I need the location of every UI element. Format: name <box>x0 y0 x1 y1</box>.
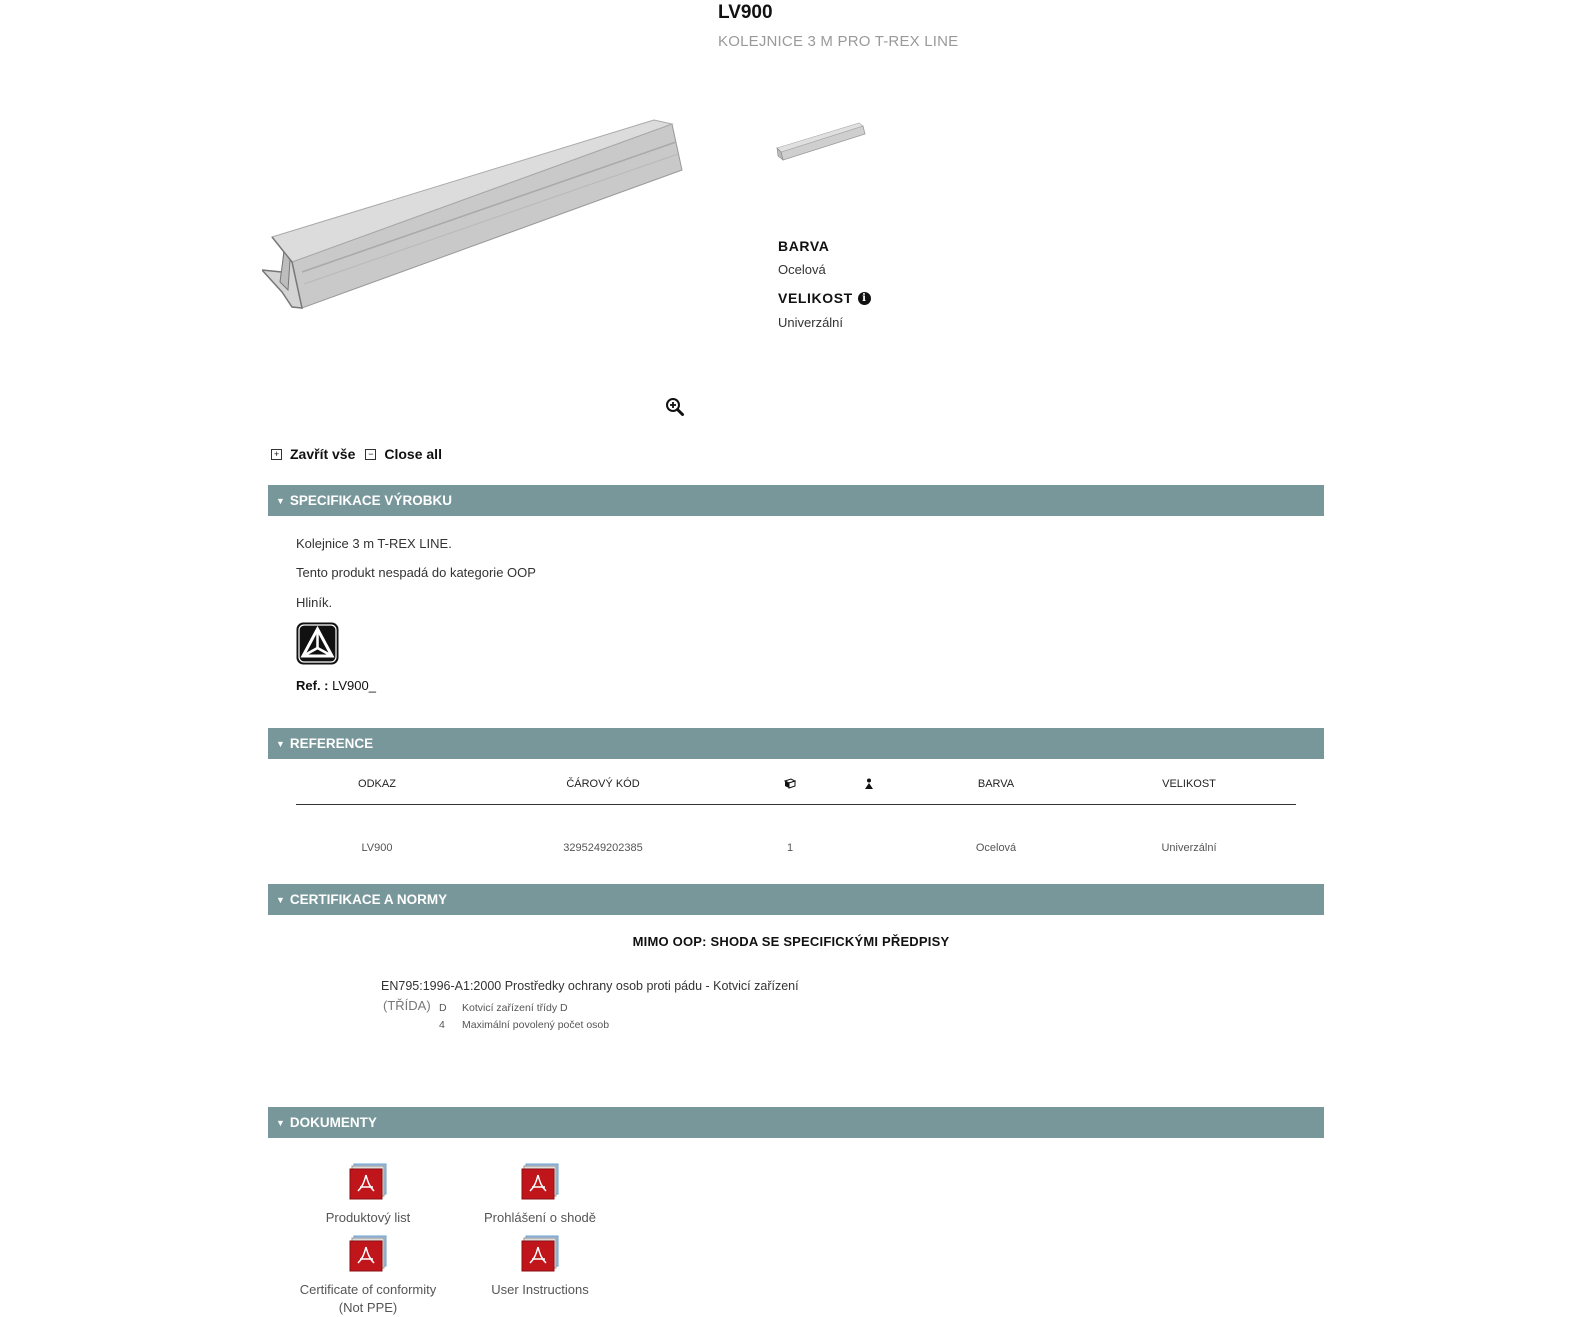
close-all-label: Close all <box>384 446 442 462</box>
section-reference-title: REFERENCE <box>289 736 374 751</box>
table-cell: 1 <box>786 842 794 854</box>
product-image[interactable] <box>262 112 702 312</box>
accordion-toggles <box>271 446 442 462</box>
section-spec-title: SPECIFIKACE VÝROBKU <box>289 493 452 508</box>
table-cell: Univerzální <box>1161 842 1217 854</box>
close-all-toggle[interactable] <box>365 446 442 462</box>
document-label: User Instructions <box>491 1282 589 1297</box>
pdf-icon <box>348 1163 388 1201</box>
size-label: VELIKOST <box>778 290 853 306</box>
table-header-row <box>296 778 1296 806</box>
product-code: LV900 <box>718 2 773 23</box>
caret-down-icon: ▼ <box>276 738 285 749</box>
expand-all-label: Zavřít vše <box>290 446 356 462</box>
cert-norm: EN795:1996-A1:2000 Prostředky ochrany osob proti pádu - Kotvicí zařízení <box>381 979 799 993</box>
cert-item-desc: Maximální povolený počet osob <box>462 1019 610 1031</box>
info-icon[interactable]: i <box>858 292 871 305</box>
reference-table <box>296 778 1296 854</box>
caret-down-icon: ▼ <box>276 894 285 905</box>
color-label: BARVA <box>778 238 830 254</box>
size-value: Univerzální <box>778 315 844 330</box>
cert-item-code: D <box>439 1002 447 1014</box>
document-label: Certificate of conformity (Not PPE) <box>299 1282 437 1315</box>
section-reference-header[interactable] <box>268 728 1324 759</box>
spec-line: Tento produkt nespadá do kategorie OOP <box>296 565 536 580</box>
caret-down-icon: ▼ <box>276 1117 285 1128</box>
spec-ref-value: LV900_ <box>328 678 376 693</box>
table-cell: Ocelová <box>975 842 1017 854</box>
table-cell: LV900 <box>361 842 393 854</box>
zoom-in-icon[interactable] <box>665 397 685 417</box>
document-link-product-sheet[interactable] <box>268 1163 468 1227</box>
size-label-row <box>778 290 871 306</box>
document-link-declaration[interactable] <box>440 1163 640 1227</box>
cert-item-desc: Kotvicí zařízení třídy D <box>462 1002 568 1014</box>
section-docs-title: DOKUMENTY <box>289 1115 377 1130</box>
caret-down-icon: ▼ <box>276 495 285 506</box>
section-cert-header[interactable] <box>268 884 1324 915</box>
person-icon <box>864 778 874 793</box>
document-link-user-instructions[interactable] <box>440 1235 640 1299</box>
spec-reference <box>296 678 376 693</box>
document-link-certificate[interactable] <box>268 1235 468 1317</box>
spec-line: Kolejnice 3 m T-REX LINE. <box>296 536 452 551</box>
column-header: VELIKOST <box>1162 778 1216 790</box>
spec-ref-label: Ref. : <box>296 678 329 693</box>
pdf-icon <box>520 1235 560 1273</box>
product-thumbnail[interactable] <box>775 120 871 165</box>
color-value: Ocelová <box>778 262 826 277</box>
cert-title: MIMO OOP: SHODA SE SPECIFICKÝMI PŘEDPISY <box>632 934 950 949</box>
package-icon <box>784 778 796 792</box>
column-header: BARVA <box>977 778 1015 790</box>
section-docs-header[interactable] <box>268 1107 1324 1138</box>
section-spec-header[interactable] <box>268 485 1324 516</box>
table-divider <box>296 804 1296 805</box>
pdf-icon <box>520 1163 560 1201</box>
pdf-icon <box>348 1235 388 1273</box>
expand-all-toggle[interactable] <box>271 446 355 462</box>
section-cert-title: CERTIFIKACE A NORMY <box>289 892 448 907</box>
spec-line: Hliník. <box>296 595 333 610</box>
plus-square-icon: + <box>271 449 282 460</box>
cert-class-label: (TŘÍDA) <box>383 998 431 1013</box>
column-header: ODKAZ <box>358 778 396 790</box>
cert-item-code: 4 <box>439 1019 445 1031</box>
table-row <box>296 806 1296 854</box>
document-label: Produktový list <box>325 1210 411 1225</box>
product-subtitle: KOLEJNICE 3 M PRO T-REX LINE <box>718 33 959 50</box>
table-cell: 3295249202385 <box>563 842 643 854</box>
minus-square-icon: − <box>365 449 376 460</box>
column-header: ČÁROVÝ KÓD <box>566 778 640 790</box>
anchor-class-logo-icon <box>296 622 339 665</box>
document-label: Prohlášení o shodě <box>483 1210 597 1225</box>
